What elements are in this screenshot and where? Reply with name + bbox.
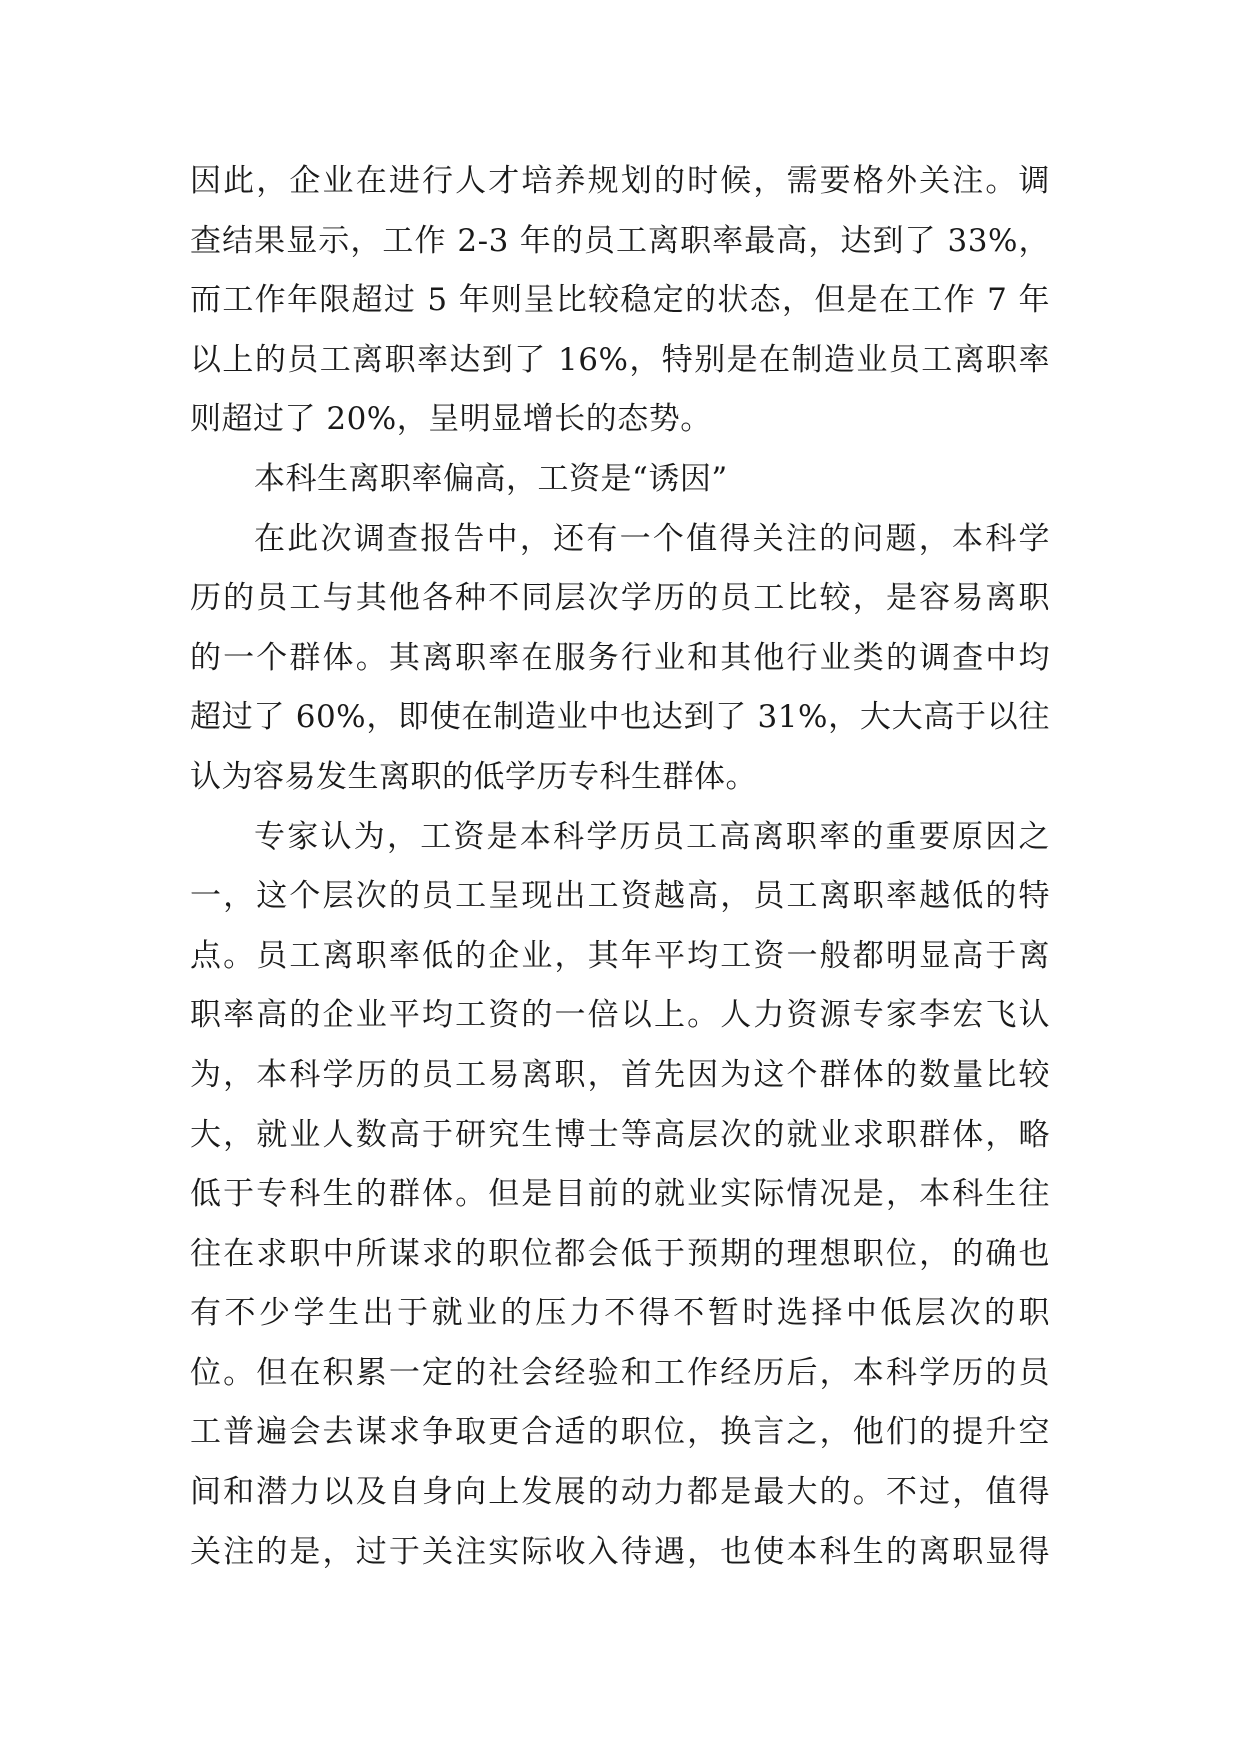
text-line: 的一个群体。其离职率在服务行业和其他行业类的调查中均	[190, 639, 1050, 676]
text-line: 有不少学生出于就业的压力不得不暂时选择中低层次的职	[190, 1295, 1050, 1332]
text-line: 职率高的企业平均工资的一倍以上。人力资源专家李宏飞认	[190, 997, 1050, 1034]
body-text	[190, 152, 1050, 1582]
text-line: 点。员工离职率低的企业，其年平均工资一般都明显高于离	[190, 937, 1050, 974]
text-line: 认为容易发生离职的低学历专科生群体。	[190, 758, 757, 795]
text-line: 以上的员工离职率达到了 16%，特别是在制造业员工离职率	[190, 341, 1050, 378]
text-line: 为，本科学历的员工易离职，首先因为这个群体的数量比较	[190, 1056, 1050, 1093]
text-line: 历的员工与其他各种不同层次学历的员工比较，是容易离职	[190, 580, 1050, 617]
text-line: 往在求职中所谋求的职位都会低于预期的理想职位，的确也	[190, 1235, 1050, 1272]
text-line: 则超过了 20%，呈明显增长的态势。	[190, 401, 712, 438]
section-heading: 本科生离职率偏高，工资是“诱因”	[254, 460, 728, 497]
text-line: 位。但在积累一定的社会经验和工作经历后，本科学历的员	[190, 1354, 1050, 1391]
text-line: 关注的是，过于关注实际收入待遇，也使本科生的离职显得	[190, 1533, 1050, 1570]
text-line: 超过了 60%，即使在制造业中也达到了 31%，大大高于以往	[190, 699, 1050, 736]
text-line: 工普遍会去谋求争取更合适的职位，换言之，他们的提升空	[190, 1414, 1050, 1451]
text-line: 专家认为，工资是本科学历员工高离职率的重要原因之	[254, 818, 1050, 855]
text-line: 因此，企业在进行人才培养规划的时候，需要格外关注。调	[190, 163, 1050, 199]
text-line: 一，这个层次的员工呈现出工资越高，员工离职率越低的特	[190, 878, 1050, 915]
text-line: 低于专科生的群体。但是目前的就业实际情况是，本科生往	[190, 1176, 1050, 1213]
text-line: 查结果显示，工作 2-3 年的员工离职率最高，达到了 33%，	[190, 222, 1050, 259]
text-line: 大，就业人数高于研究生博士等高层次的就业求职群体，略	[190, 1116, 1050, 1153]
text-line: 而工作年限超过 5 年则呈比较稳定的状态，但是在工作 7 年	[190, 282, 1050, 319]
text-line: 在此次调查报告中，还有一个值得关注的问题，本科学	[254, 520, 1050, 557]
text-line: 间和潜力以及自身向上发展的动力都是最大的。不过，值得	[190, 1474, 1050, 1511]
